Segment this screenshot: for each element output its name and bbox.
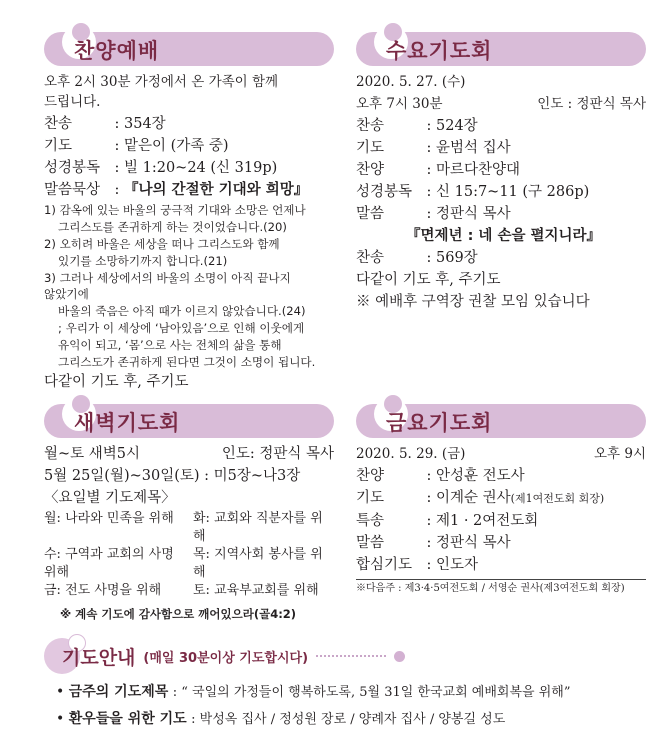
special-row: 특송 : 제1 · 2여전도회 bbox=[356, 511, 646, 531]
topic: 목: 지역사회 봉사를 위해 bbox=[193, 547, 323, 580]
intro-text: 오후 2시 30분 가정에서 온 가족이 함께 드립니다. bbox=[44, 74, 279, 110]
prayer-guide-item bbox=[56, 682, 634, 703]
label: 기도 bbox=[44, 138, 73, 154]
point-line: ; 우리가 이 세상에 ‘남아있음’으로 인해 이웃에게 bbox=[58, 321, 305, 335]
prayer-guide-section bbox=[0, 626, 659, 740]
verse: ※ 계속 기도에 감사함으로 깨어있으라(골4:2) bbox=[60, 607, 297, 621]
value: 신 15:7~11 (구 286p) bbox=[436, 184, 590, 200]
value: 이계순 권사 bbox=[436, 490, 511, 506]
sermon-row: 말씀 : 정판식 목사 bbox=[356, 533, 646, 553]
reading-range: 5월 25일(월)~30일(토) : 미5장~나3장 bbox=[44, 468, 301, 484]
dotted-leader bbox=[316, 655, 386, 657]
sermon-row: 말씀묵상 : 『나의 간절한 기대와 희망』 bbox=[44, 180, 334, 200]
section-title: 새벽기도회 bbox=[74, 411, 181, 435]
label: 기도 bbox=[356, 490, 385, 506]
unison-row: 합심기도 : 인도자 bbox=[356, 555, 646, 575]
sermon-title: 『면제년 : 네 손을 펼지니라』 bbox=[406, 228, 602, 244]
section-title: 찬양예배 bbox=[74, 39, 160, 63]
section-title: 기도안내 bbox=[62, 646, 136, 669]
hymn2-row: 찬송 : 569장 bbox=[356, 248, 646, 268]
bullet: • bbox=[56, 711, 69, 727]
label: 합심기도 bbox=[356, 557, 413, 573]
choir-row: 찬양 : 안성훈 전도사 bbox=[356, 466, 646, 486]
value: 정판식 목사 bbox=[436, 206, 511, 222]
choir-row: 찬양 : 마르다찬양대 bbox=[356, 160, 646, 180]
label: 말씀 bbox=[356, 535, 385, 551]
section-title: 수요기도회 bbox=[386, 39, 493, 63]
bullet: • bbox=[56, 684, 69, 700]
point-line: 바울의 죽음은 아직 때가 이르지 않았습니다.(24) bbox=[58, 304, 306, 318]
section-title: 금요기도회 bbox=[386, 411, 493, 435]
section-header-wednesday-prayer bbox=[356, 32, 646, 66]
point-line: 그리스도가 존귀하게 된다면 그것이 소명이 됩니다. bbox=[58, 355, 316, 369]
prayer-row: 기도 : 윤범석 집사 bbox=[356, 138, 646, 158]
value: 안성훈 전도사 bbox=[436, 468, 525, 484]
next-week-note: ※다음주 : 제3·4·5여전도회 / 서영순 권사(제3여전도회 회장) bbox=[356, 579, 646, 596]
label: 찬양 bbox=[356, 468, 385, 484]
reading-row: 성경봉독 : 빌 1:20~24 (신 319p) bbox=[44, 158, 334, 178]
point-line: 유익이 되고, ‘몸’으로 사는 전체의 삶을 통해 bbox=[58, 338, 282, 352]
closing-text: 다같이 기도 후, 주기도 bbox=[356, 272, 501, 288]
value: 정판식 목사 bbox=[436, 535, 511, 551]
point-line: 그리스도를 존귀하게 하는 것이었습니다.(20) bbox=[58, 220, 287, 234]
topic: 토: 교육부교회를 위해 bbox=[193, 583, 319, 598]
item-text: : “ 국일의 가정들이 행복하도록, 5월 31일 한국교회 예배회복을 위해” bbox=[172, 685, 571, 700]
topic: 금: 전도 사명을 위해 bbox=[44, 583, 162, 598]
note: ※ 예배후 구역장 권찰 모임 있습니다 bbox=[356, 294, 590, 310]
point-line: 있기를 소망하기까지 합니다.(21) bbox=[58, 254, 228, 268]
value: 524장 bbox=[436, 118, 478, 134]
leader: 인도 : 정판식 목사 bbox=[537, 96, 646, 112]
reading-row: 성경봉독 : 신 15:7~11 (구 286p) bbox=[356, 182, 646, 202]
section-header-sunday-worship bbox=[44, 32, 334, 66]
item-text: : 박성옥 집사 / 정성원 장로 / 양례자 집사 / 양봉길 성도 bbox=[191, 712, 506, 727]
point-line: 2) 오히려 바울은 세상을 떠나 그리스도와 함께 bbox=[44, 237, 280, 251]
prayer-guide-header bbox=[44, 636, 634, 676]
wednesday-prayer-section bbox=[356, 32, 646, 394]
time-leader-row bbox=[356, 94, 646, 114]
label: 말씀묵상 bbox=[44, 182, 101, 198]
date: 2020. 5. 29. (금) bbox=[356, 446, 466, 462]
time: 오후 7시 30분 bbox=[356, 96, 443, 112]
value: 마르다찬양대 bbox=[436, 162, 521, 178]
section-header-friday-prayer bbox=[356, 404, 646, 438]
topics-list bbox=[44, 510, 334, 600]
value: 빌 1:20~24 (신 319p) bbox=[124, 160, 278, 176]
hymn-row: 찬송 : 524장 bbox=[356, 116, 646, 136]
point-line: 1) 감옥에 있는 바울의 궁극적 기대와 소망은 언제나 bbox=[44, 203, 306, 217]
dawn-prayer-section bbox=[44, 404, 334, 626]
label: 찬양 bbox=[356, 162, 385, 178]
sunday-worship-section bbox=[44, 32, 334, 394]
section-subtitle: (매일 30분이상 기도합시다) bbox=[143, 650, 309, 666]
value: 인도자 bbox=[436, 557, 479, 573]
item-label: 금주의 기도제목 bbox=[68, 684, 169, 700]
hymn-row: 찬송 : 354장 bbox=[44, 114, 334, 134]
schedule-leader-row bbox=[44, 444, 334, 464]
leader: 인도: 정판식 목사 bbox=[221, 446, 334, 462]
date: 2020. 5. 27. (수) bbox=[356, 74, 466, 90]
time: 오후 9시 bbox=[593, 446, 646, 462]
prayer-guide-item bbox=[56, 709, 634, 730]
value: 윤범석 집사 bbox=[436, 140, 511, 156]
friday-prayer-section bbox=[356, 404, 646, 626]
prayer-row: 기도 : 맡은이 (가족 중) bbox=[44, 136, 334, 156]
label: 성경봉독 bbox=[356, 184, 413, 200]
label: 특송 bbox=[356, 513, 385, 529]
value: 맡은이 (가족 중) bbox=[124, 138, 229, 154]
section-header-dawn-prayer bbox=[44, 404, 334, 438]
label: 성경봉독 bbox=[44, 160, 101, 176]
closing-text: 다같이 기도 후, 주기도 bbox=[44, 374, 189, 390]
dot-end bbox=[394, 651, 405, 662]
value: 569장 bbox=[436, 250, 478, 266]
topic: 화: 교회와 직분자를 위해 bbox=[193, 511, 323, 544]
topic: 월: 나라와 민족을 위해 bbox=[44, 511, 174, 526]
point-line: 3) 그러나 세상에서의 바울의 소명이 아직 끝나지 않았기에 bbox=[44, 271, 291, 301]
value: 354장 bbox=[124, 116, 166, 132]
label: 찬송 bbox=[356, 250, 385, 266]
topics-heading: 〈요일별 기도제목〉 bbox=[44, 490, 176, 506]
label: 기도 bbox=[356, 140, 385, 156]
topic: 수: 구역과 교회의 사명 위해 bbox=[44, 547, 174, 580]
value: 제1 · 2여전도회 bbox=[436, 513, 539, 529]
schedule: 월~토 새벽5시 bbox=[44, 446, 141, 462]
item-label: 환우들을 위한 기도 bbox=[68, 711, 187, 727]
label: 말씀 bbox=[356, 206, 385, 222]
date-time-row bbox=[356, 444, 646, 464]
label: 찬송 bbox=[356, 118, 385, 134]
label: 찬송 bbox=[44, 116, 73, 132]
value-group bbox=[436, 488, 646, 509]
sermon-row: 말씀 : 정판식 목사 bbox=[356, 204, 646, 224]
prayer-row: 기도 : 이계순 권사(제1여전도회 회장) bbox=[356, 488, 646, 509]
prayer-note: (제1여전도회 회장) bbox=[510, 492, 605, 505]
sermon-title: 『나의 간절한 기대와 희망』 bbox=[124, 182, 309, 198]
